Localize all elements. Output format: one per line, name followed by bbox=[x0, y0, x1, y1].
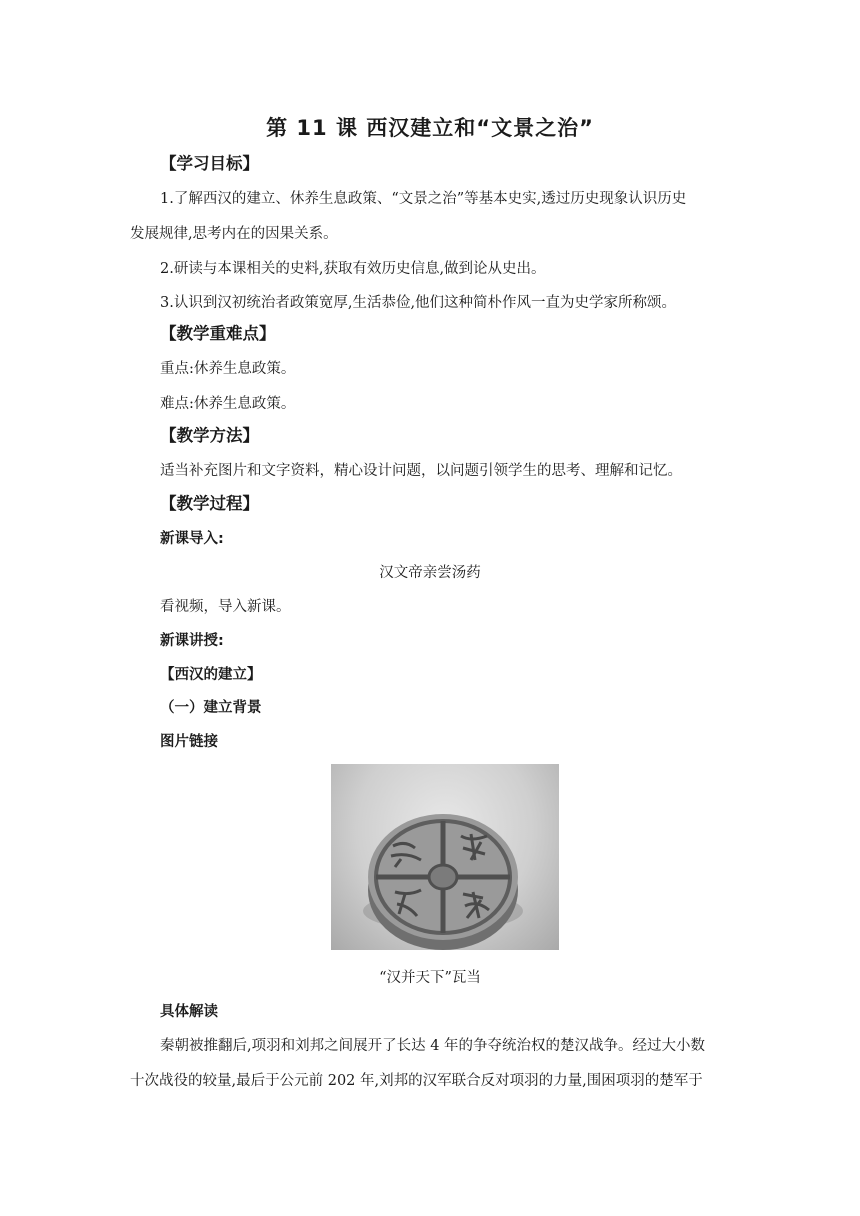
objective-1-line-1: 1.了解西汉的建立、休养生息政策、“文景之治”等基本史实,透过历史现象认识历史 bbox=[160, 191, 687, 207]
intro-label: 新课导入: bbox=[160, 531, 224, 547]
image-caption: “汉并天下”瓦当 bbox=[379, 970, 481, 986]
body-line-2: 十次战役的较量,最后于公元前 202 年,刘邦的汉军联合反对项羽的力量,围困项羽的楚军于 bbox=[130, 1073, 703, 1089]
lecture-label: 新课讲授: bbox=[160, 633, 224, 649]
subsection-label: （一）建立背景 bbox=[160, 700, 262, 716]
method-text: 适当补充图片和文字资料，精心设计问题，以问题引领学生的思考、理解和记忆。 bbox=[160, 463, 682, 479]
body-line-1: 秦朝被推翻后,项羽和刘邦之间展开了长达 4 年的争夺统治权的楚汉战争。经过大小数 bbox=[160, 1038, 706, 1054]
method-heading: 【教学方法】 bbox=[160, 426, 259, 445]
tile-end-photo bbox=[331, 764, 559, 950]
intro-text: 看视频，导入新课。 bbox=[160, 599, 291, 615]
interpretation-label: 具体解读 bbox=[160, 1004, 218, 1020]
key-point: 重点:休养生息政策。 bbox=[160, 361, 296, 377]
process-heading: 【教学过程】 bbox=[160, 494, 259, 513]
lesson-title: 第 11 课 西汉建立和“文景之治” bbox=[266, 116, 594, 140]
objective-3: 3.认识到汉初统治者政策宽厚,生活恭俭,他们这种简朴作风一直为史学家所称颂。 bbox=[160, 295, 677, 311]
picture-link-label: 图片链接 bbox=[160, 734, 218, 750]
objective-1-line-2: 发展规律,思考内在的因果关系。 bbox=[130, 226, 338, 242]
video-caption: 汉文帝亲尝汤药 bbox=[379, 565, 481, 581]
tile-end-drawing bbox=[331, 764, 559, 950]
objectives-heading: 【学习目标】 bbox=[160, 154, 259, 173]
keypoints-heading: 【教学重难点】 bbox=[160, 324, 276, 343]
difficult-point: 难点:休养生息政策。 bbox=[160, 396, 296, 412]
objective-2: 2.研读与本课相关的史料,获取有效历史信息,做到论从史出。 bbox=[160, 261, 546, 277]
section-label: 【西汉的建立】 bbox=[160, 667, 262, 683]
